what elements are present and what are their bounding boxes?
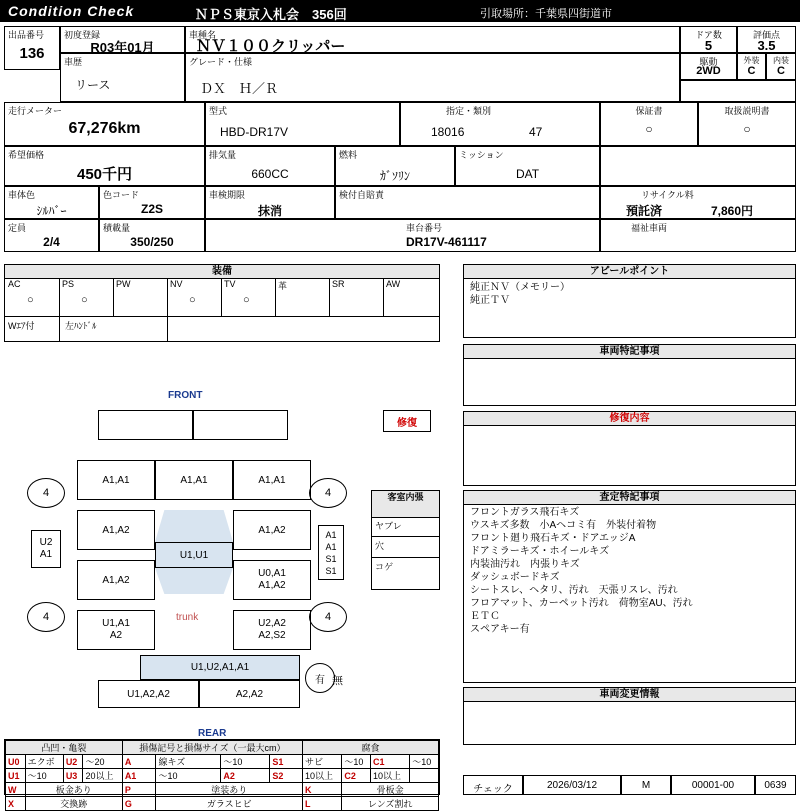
designation-value-2: 47	[529, 125, 543, 139]
assessment-line: フロント廻り飛石キズ・ドアエッジA	[470, 533, 636, 544]
interior-row-ana: 穴	[375, 541, 385, 551]
equipment-mark: ○	[189, 294, 196, 306]
assessment-line: ウスキズ多数 小Aヘコミ有 外装付着物	[470, 520, 657, 531]
check-mark: M	[641, 780, 651, 791]
lot-number-value: 136	[19, 45, 45, 62]
equipment-code: SR	[332, 279, 345, 289]
mission-cell	[455, 146, 600, 186]
panel-rear-upper: U1,U2,A1,A1	[140, 655, 300, 680]
manual-cell	[698, 102, 796, 146]
equipment-item-pw	[113, 278, 168, 316]
equipment-code: AW	[386, 279, 401, 289]
equipment-code: Wｴｱ付	[8, 321, 35, 331]
recycle-amount: 7,860円	[711, 204, 754, 218]
wheel-rear-right: 4	[309, 602, 347, 632]
score-value: 3.5	[757, 38, 776, 53]
score-label: 評価点	[752, 30, 780, 40]
chassis-value: DR17V-461117	[406, 235, 487, 249]
legend-u3-size: 20以上	[83, 769, 122, 783]
legend-l-name: レンズ割れ	[342, 797, 439, 811]
assessment-line: スペアキー有	[470, 624, 530, 635]
divider	[372, 536, 439, 537]
serial-number: 00001-00	[691, 780, 735, 791]
drive-cell	[680, 53, 737, 80]
model-name-label: 車種名	[189, 30, 217, 40]
panel-front-left: A1,A1	[77, 460, 155, 500]
legend-u1: U1	[6, 769, 26, 783]
first-registration-value: R03年01月	[90, 40, 155, 55]
equipment-item-ac	[5, 278, 60, 316]
interior-row-koge: コゲ	[375, 562, 394, 572]
manual-mark: ○	[743, 122, 751, 136]
doors-value: 5	[704, 38, 713, 53]
check-label-cell	[463, 775, 523, 795]
windshield-shape	[155, 510, 233, 542]
displacement-value: 660CC	[251, 167, 289, 181]
legend-k-name: 骨板金	[342, 783, 439, 797]
seats-cell	[4, 219, 99, 252]
check-date: 2026/03/12	[546, 780, 598, 791]
color-code-label: 色コード	[103, 190, 140, 200]
type-value: HBD-DR17V	[220, 125, 289, 139]
assessment-panel	[463, 490, 796, 683]
score-cell	[737, 26, 796, 53]
chassis-cell	[205, 219, 600, 252]
panel-right-pillar	[318, 525, 344, 580]
lot-number-label: 出品番号	[8, 30, 45, 40]
equipment-item-aw	[383, 278, 439, 316]
drive-value: 2WD	[696, 65, 721, 77]
interior-value: C	[777, 65, 785, 77]
legend-c2: C2	[342, 769, 371, 783]
spare-tire-icon: 有	[305, 663, 335, 693]
exterior-cell	[737, 53, 766, 80]
designation-value-1: 18016	[431, 125, 465, 139]
legend-g-name: ガラスヒビ	[156, 797, 303, 811]
legend-a2: A2	[221, 769, 270, 783]
panel-roof-right	[193, 410, 288, 440]
assessment-line: シートスレ、ヘタリ、汚れ 天張リスレ、汚れ	[470, 585, 678, 596]
exterior-value: C	[747, 65, 756, 77]
assessment-line: ＥＴＣ	[470, 611, 500, 622]
grade-cell	[185, 53, 680, 102]
front-label: FRONT	[168, 390, 203, 401]
legend-x-name: 交換跡	[25, 797, 122, 811]
legend-a-name: 線キズ	[156, 755, 221, 769]
equipment-item-lhd	[59, 317, 168, 342]
equipment-mark: ○	[243, 294, 250, 306]
legend-s1: S1	[270, 755, 303, 769]
panel-right-pillar-line3: S1	[325, 553, 337, 564]
assessment-line: フロアマット、カーペット汚れ 荷物室AU、汚れ	[470, 598, 693, 609]
legend-a1: A1	[122, 769, 156, 783]
displacement-cell	[205, 146, 335, 186]
panel-roof-left	[98, 410, 193, 440]
grade-value: ＤＸ Ｈ／Ｒ	[200, 81, 279, 96]
auction-name: ＮＰＳ東京入札会 356回	[195, 7, 347, 22]
legend-blank	[410, 769, 439, 783]
legend-s2: S2	[270, 769, 303, 783]
check-date-cell	[523, 775, 621, 795]
repair-panel	[463, 411, 796, 486]
shaken-value: 抹消	[257, 204, 282, 218]
assessment-line: ダッシュボードキズ	[470, 572, 560, 583]
chassis-label: 車台番号	[406, 223, 443, 233]
warranty-label: 保証書	[635, 106, 663, 116]
code-cell	[755, 775, 796, 795]
legend-l: L	[303, 797, 342, 811]
odometer-value: 67,276km	[68, 120, 141, 137]
equipment-item-airbag	[5, 317, 60, 342]
legend-table	[5, 740, 439, 811]
divider	[372, 557, 439, 558]
appeal-line-2: 純正ＴＶ	[470, 295, 510, 306]
legend-c2-size: 10以上	[370, 769, 409, 783]
appeal-line-1: 純正ＮＶ（メモリー）	[470, 282, 570, 293]
equipment-item-ps	[59, 278, 114, 316]
panel-rear-lower-right: A2,A2	[199, 680, 300, 708]
blank-cell-1	[680, 80, 796, 102]
panel-left-pillar-line2: A1	[39, 549, 53, 560]
shaken-cell	[205, 186, 335, 219]
equipment-code: PS	[62, 279, 75, 289]
equipment-code: TV	[224, 279, 236, 289]
change-info-panel	[463, 687, 796, 745]
legend-u2: U2	[63, 755, 83, 769]
first-registration-cell	[60, 26, 185, 53]
blank-cell-2	[600, 146, 796, 186]
panel-rear-lower-left: U1,A2,A2	[98, 680, 199, 708]
legend-a1-size: 〜10	[156, 769, 221, 783]
fuel-label: 燃料	[339, 150, 358, 160]
panel-lower-left-line2: A2	[109, 630, 123, 641]
legend-s1-size: 〜10	[342, 755, 371, 769]
wheel-rear-left: 4	[27, 602, 65, 632]
assessment-line: ドアミラーキズ・ホイールキズ	[470, 546, 610, 557]
model-name-cell	[185, 26, 680, 53]
doors-label: ドア数	[695, 30, 722, 40]
legend-u0: U0	[6, 755, 26, 769]
panel-right-pillar-line1: A1	[325, 529, 337, 540]
pickup-location: 引取場所：千葉県四街道市	[480, 8, 612, 20]
trunk-label: trunk	[176, 612, 199, 623]
appeal-title: アピールポイント	[464, 265, 795, 279]
wheel-front-right: 4	[309, 478, 347, 508]
assessment-line: 内装油汚れ 内張りキズ	[470, 559, 580, 570]
panel-right-pillar-line4: S1	[325, 565, 337, 576]
legend-box	[4, 739, 440, 809]
color-code-cell	[99, 186, 205, 219]
wheel-front-left: 4	[27, 478, 65, 508]
panel-rear-left: A1,A2	[77, 560, 155, 600]
repair-badge: 修復	[383, 410, 431, 432]
panel-front-center: A1,A1	[155, 460, 233, 500]
legend-col3-title: 腐食	[303, 741, 439, 755]
color-cell	[4, 186, 99, 219]
legend-g: G	[122, 797, 156, 811]
equipment-code: PW	[116, 279, 131, 289]
exterior-label: 外装	[743, 56, 760, 65]
notes-panel	[463, 344, 796, 406]
change-info-title: 車両変更情報	[464, 688, 795, 702]
manual-label: 取扱説明書	[724, 106, 770, 116]
designation-cell	[400, 102, 600, 146]
legend-x: X	[6, 797, 26, 811]
first-registration-label: 初度登録	[64, 30, 101, 40]
header-bar	[0, 0, 800, 22]
equipment-code: 革	[278, 281, 288, 291]
equipment-code: 左ﾊﾝﾄﾞﾙ	[65, 321, 97, 331]
assessment-line: フロントガラス飛石キズ	[470, 507, 580, 518]
seats-value: 2/4	[43, 235, 60, 249]
equipment-item-nv	[167, 278, 222, 316]
welfare-cell	[600, 219, 796, 252]
interior-lining-title: 客室内張	[372, 491, 439, 518]
legend-u1-size: 〜10	[25, 769, 63, 783]
jibaiseki-cell	[335, 186, 600, 219]
assessment-title: 査定特記事項	[464, 491, 795, 505]
type-cell	[205, 102, 400, 146]
equipment-code: AC	[8, 279, 21, 289]
equipment-mark: ○	[27, 294, 34, 306]
panel-lower-left-line1: U1,A1	[102, 618, 130, 629]
legend-w: W	[6, 783, 26, 797]
grade-label: グレード・仕様	[189, 57, 253, 67]
price-label: 希望価格	[8, 150, 45, 160]
recycle-status: 預託済	[626, 204, 663, 218]
displacement-label: 排気量	[209, 150, 237, 160]
panel-front-right: A1,A1	[233, 460, 311, 500]
legend-c1-size: 〜10	[410, 755, 439, 769]
code-value: 0639	[764, 780, 787, 791]
price-cell	[4, 146, 205, 186]
interior-row-yabure: ヤブレ	[375, 521, 402, 531]
warranty-mark: ○	[645, 122, 653, 136]
designation-label: 指定・類別	[446, 106, 492, 116]
model-name-value: ＮＶ１００クリッパー	[196, 38, 346, 55]
panel-rear-right-line2: A1,A2	[258, 580, 286, 591]
spare-status: 無	[332, 675, 343, 687]
load-value: 350/250	[130, 235, 174, 249]
panel-lower-right-line2: A2,S2	[258, 630, 286, 641]
interior-label: 内装	[773, 56, 789, 65]
panel-rear-right-line1: U0,A1	[258, 568, 286, 579]
odometer-label: 走行メーター	[8, 106, 63, 116]
history-value: リース	[75, 78, 111, 92]
panel-mid-left: A1,A2	[77, 510, 155, 550]
notes-title: 車両特記事項	[464, 345, 795, 359]
warranty-cell	[600, 102, 698, 146]
doors-cell	[680, 26, 737, 53]
equipment-box	[4, 264, 440, 342]
equipment-mark: ○	[81, 294, 88, 306]
welfare-label: 福祉車両	[631, 223, 668, 233]
panel-rear-right	[233, 560, 311, 600]
check-label: チェック	[473, 784, 513, 795]
color-value: ｼﾙﾊﾞｰ	[36, 204, 67, 218]
equipment-item-leather	[275, 278, 330, 316]
panel-lower-left	[77, 610, 155, 650]
panel-right-pillar-line2: A1	[325, 541, 337, 552]
legend-p-name: 塗装あり	[156, 783, 303, 797]
shaken-label: 車検期限	[209, 190, 246, 200]
legend-s-name: サビ	[303, 755, 342, 769]
interior-lining-box	[371, 490, 440, 590]
odometer-cell	[4, 102, 205, 146]
legend-ekubo: エクボ	[25, 755, 63, 769]
rear-label: REAR	[198, 728, 227, 739]
panel-left-pillar-line1: U2	[39, 537, 53, 548]
type-label: 型式	[209, 106, 228, 116]
legend-a-size: 〜10	[221, 755, 270, 769]
legend-s2-size: 10以上	[303, 769, 342, 783]
color-code-value: Z2S	[140, 202, 163, 216]
equipment-code: NV	[170, 279, 183, 289]
load-label: 積載量	[103, 223, 131, 233]
fuel-value: ｶﾞｿﾘﾝ	[379, 169, 410, 183]
serial-cell	[671, 775, 755, 795]
legend-col2-title: 損傷記号と損傷サイズ（一最大cm）	[122, 741, 302, 755]
repair-title: 修復内容	[464, 412, 795, 426]
rear-window-shape	[155, 568, 233, 594]
sheet-title: Condition Check	[8, 3, 135, 19]
legend-c1: C1	[370, 755, 409, 769]
appeal-panel	[463, 264, 796, 338]
recycle-label: リサイクル料	[641, 190, 694, 200]
lot-number-cell	[4, 26, 60, 70]
price-value: 450千円	[76, 166, 133, 183]
equipment-item-sr	[329, 278, 384, 316]
load-cell	[99, 219, 205, 252]
legend-u3: U3	[63, 769, 83, 783]
panel-left-pillar	[31, 530, 61, 568]
check-mark-cell	[621, 775, 671, 795]
legend-k: K	[303, 783, 342, 797]
legend-w-name: 板金あり	[25, 783, 122, 797]
fuel-cell	[335, 146, 455, 186]
interior-cell	[766, 53, 796, 80]
legend-u2-size: 〜20	[83, 755, 122, 769]
panel-roof-center: U1,U1	[155, 542, 233, 568]
mission-label: ミッション	[459, 150, 504, 160]
seats-label: 定員	[8, 223, 27, 233]
equipment-title: 装備	[5, 265, 439, 279]
drive-label: 駆動	[699, 57, 718, 67]
jibaiseki-label: 検付自賠責	[339, 190, 385, 200]
color-label: 車体色	[8, 190, 36, 200]
panel-lower-right	[233, 610, 311, 650]
mission-value: DAT	[515, 167, 540, 181]
legend-a: A	[122, 755, 156, 769]
panel-lower-right-line1: U2,A2	[258, 618, 286, 629]
history-label: 車歴	[64, 57, 83, 67]
recycle-cell	[600, 186, 796, 219]
history-cell	[60, 53, 185, 102]
legend-p: P	[122, 783, 156, 797]
panel-mid-right: A1,A2	[233, 510, 311, 550]
legend-col1-title: 凸凹・亀裂	[6, 741, 123, 755]
equipment-item-tv	[221, 278, 276, 316]
